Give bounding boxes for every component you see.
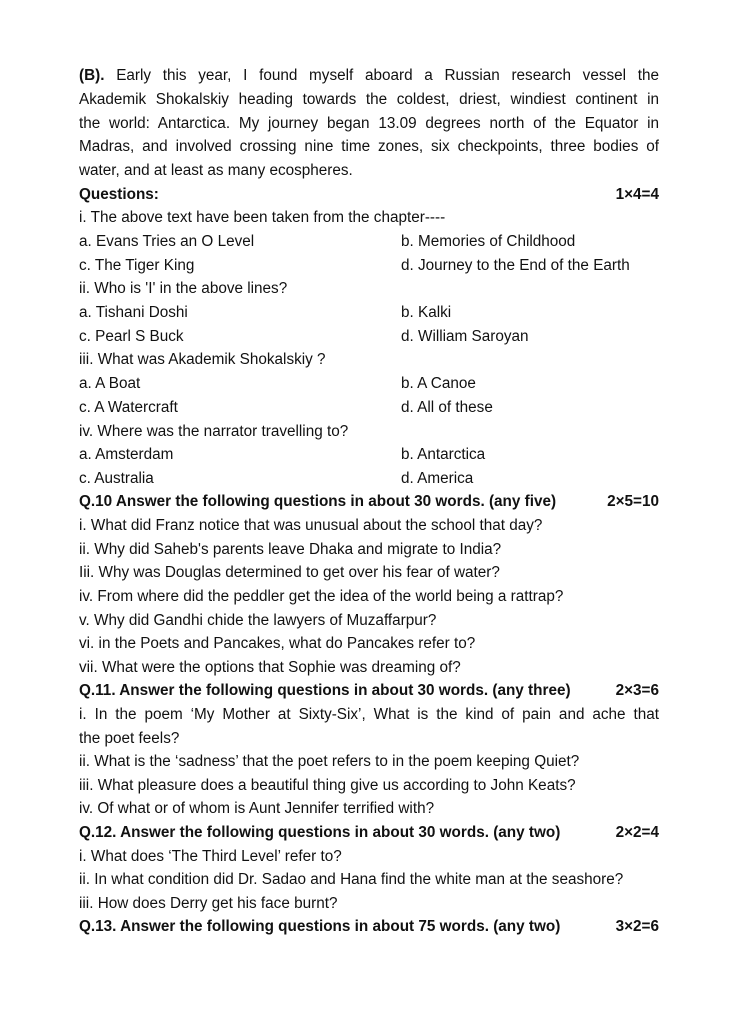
mcq-option: b. Kalki (401, 304, 452, 321)
q12-item: iii. How does Derry get his face burnt? (79, 895, 338, 912)
passage-text: Early this year, I found myself aboard a Russian research vessel the (116, 67, 659, 84)
mcq-option: a. Tishani Doshi (79, 304, 188, 321)
mcq-options-row (79, 443, 659, 467)
mcq-options-row (79, 254, 659, 278)
questions-label: Questions: (79, 186, 159, 203)
q11-item: iii. What pleasure does a beautiful thing give us according to John Keats? (79, 777, 576, 794)
q12-heading-text: Q.12. Answer the following questions in about 30 words. (any two) (79, 824, 561, 841)
q12-heading (79, 821, 659, 845)
q12-marks: 2×2=4 (615, 824, 659, 841)
q13-heading-text: Q.13. Answer the following questions in about 75 words. (any two) (79, 918, 561, 935)
mcq-question-4: iv. Where was the narrator travelling to? (79, 423, 349, 440)
q13-heading (79, 915, 659, 939)
q11-heading-text: Q.11. Answer the following questions in about 30 words. (any three) (79, 682, 571, 699)
q10-item: iv. From where did the peddler get the idea of the world being a rattrap? (79, 588, 564, 605)
q10-item: vii. What were the options that Sophie was dreaming of? (79, 659, 461, 676)
passage-line-5: water, and at least as many ecospheres. (79, 162, 353, 179)
q11-marks: 2×3=6 (615, 682, 659, 699)
mcq-options-row (79, 396, 659, 420)
q11-item: i. In the poem ‘My Mother at Sixty-Six’, What is the kind of pain and ache that (79, 706, 659, 723)
mcq-option: d. All of these (401, 399, 493, 416)
mcq-option: c. Pearl S Buck (79, 328, 184, 345)
passage-line-1 (79, 64, 659, 88)
q11-heading (79, 679, 659, 703)
mcq-option: d. America (401, 470, 474, 487)
questions-header (79, 183, 659, 207)
passage-line-3: the world: Antarctica. My journey began 13.09 degrees north of the Equator in (79, 115, 659, 132)
mcq-options-row (79, 325, 659, 349)
mcq-option: d. Journey to the End of the Earth (401, 257, 630, 274)
q12-item: i. What does ‘The Third Level’ refer to? (79, 848, 342, 865)
mcq-options-row (79, 467, 659, 491)
passage-line-2: Akademik Shokalskiy heading towards the coldest, driest, windiest continent in (79, 91, 659, 108)
q11-item: ii. What is the ‘sadness’ that the poet refers to in the poem keeping Quiet? (79, 753, 580, 770)
q10-marks: 2×5=10 (607, 493, 659, 510)
mcq-options-row (79, 230, 659, 254)
mcq-option: b. Memories of Childhood (401, 233, 576, 250)
q10-item: v. Why did Gandhi chide the lawyers of Muzaffarpur? (79, 612, 437, 629)
mcq-option: a. A Boat (79, 375, 141, 392)
passage-line-4: Madras, and involved crossing nine time zones, six checkpoints, three bodies of (79, 138, 659, 155)
mcq-question-2: ii. Who is 'I' in the above lines? (79, 280, 288, 297)
mcq-option: c. The Tiger King (79, 257, 195, 274)
questions-marks: 1×4=4 (615, 186, 659, 203)
mcq-options-row (79, 372, 659, 396)
q11-item-continued: the poet feels? (79, 730, 180, 747)
q11-item: iv. Of what or of whom is Aunt Jennifer terrified with? (79, 800, 435, 817)
mcq-option: d. William Saroyan (401, 328, 529, 345)
q10-heading-text: Q.10 Answer the following questions in about 30 words. (any five) (79, 493, 557, 510)
mcq-option: a. Amsterdam (79, 446, 174, 463)
q10-item: i. What did Franz notice that was unusual about the school that day? (79, 517, 543, 534)
mcq-question-3: iii. What was Akademik Shokalskiy ? (79, 351, 326, 368)
q10-item: ii. Why did Saheb's parents leave Dhaka and migrate to India? (79, 541, 502, 558)
q10-item: vi. in the Poets and Pancakes, what do Pancakes refer to? (79, 635, 476, 652)
q10-item: Iii. Why was Douglas determined to get over his fear of water? (79, 564, 500, 581)
section-label: (B). (79, 67, 105, 84)
mcq-option: b. Antarctica (401, 446, 486, 463)
mcq-option: a. Evans Tries an O Level (79, 233, 255, 250)
mcq-option: c. A Watercraft (79, 399, 178, 416)
q13-marks: 3×2=6 (615, 918, 659, 935)
mcq-options-row (79, 301, 659, 325)
q10-heading (79, 490, 659, 514)
mcq-option: c. Australia (79, 470, 154, 487)
mcq-option: b. A Canoe (401, 375, 476, 392)
mcq-question-1: i. The above text have been taken from the chapter---- (79, 209, 446, 226)
q12-item: ii. In what condition did Dr. Sadao and Hana find the white man at the seashore? (79, 871, 624, 888)
